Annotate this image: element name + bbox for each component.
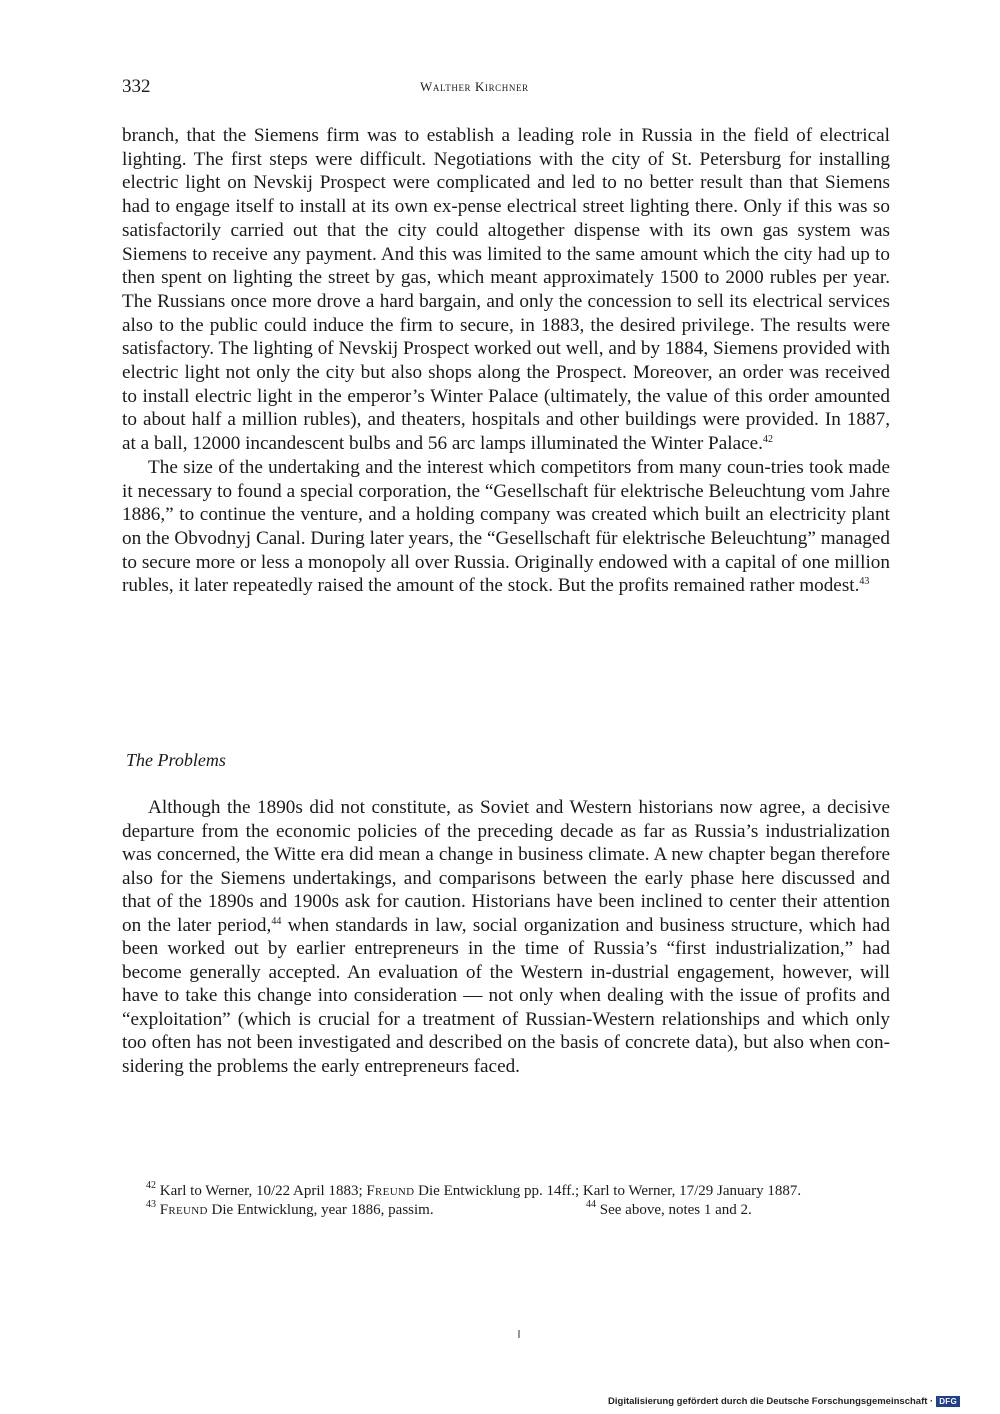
page-header [122,76,888,100]
footnote-number: 44 [586,1199,596,1210]
footnote-text: Karl to Werner, 10/22 April 1883; [156,1183,367,1199]
footnote-ref-44[interactable]: 44 [271,915,282,927]
paragraph-3-text-b: when standards in law, social organization and business structure, which had been worked out by earlier entrepreneurs in the time of Russia’s “first industrialization,” had become generally accepted. An evaluation of the Western in-dustrial engagement, however, will have to take this change into consideration — not only when dealing with the issue of profits and “exploitation” (which is crucial for a treatment of Russian-Western relationships and which only too often has not been investigated and described on the basis of concrete data), but also when con-sidering the problems the early entrepreneurs faced. [122,914,890,1077]
footnote-number: 42 [146,1180,156,1191]
paragraph-3-text-a: Although the 1890s did not constitute, as Soviet and Western historians now agree, a decisive departure from the economic policies of the preceding decade as far as Russia’s industrialization was concerned, the Witte era did mean a change in business climate. A new chapter began therefore also for the Siemens undertakings, and comparisons between the early phase here discussed and that of the 1890s and 1900s ask for caution. Historians have been inclined to center their attention on the later period, [122,797,890,936]
footnote-ref-42[interactable]: 42 [762,434,773,446]
footnote-ref-43[interactable]: 43 [859,576,870,588]
footnote-text: Die Entwicklung pp. 14ff.; Karl to Werner, 17/29 January 1887. [414,1183,802,1199]
paragraph-1 [122,124,890,456]
dfg-logo: DFG [936,1396,960,1407]
section-heading: The Problems [126,750,226,770]
credit-text: Digitalisierung gefördert durch die Deutsche Forschungsgemeinschaft · [608,1396,934,1407]
body-text-section [122,796,890,1078]
paragraph-2 [122,456,890,598]
paragraph-2-text: The size of the undertaking and the interest which competitors from many coun-tries took made it necessary to found a special corporation, the “Gesellschaft für elektrische Beleuchtung vom Jahre 1886,” to continue the venture, and a holding company was created which built an electricity plant on the Obvodnyj Canal. During later years, the “Gesellschaft für elektrische Beleuchtung” managed to secure more or less a monopoly all over Russia. Originally endowed with a capital of one million rubles, it later repeatedly raised the amount of the stock. But the profits remained rather modest. [122,456,890,597]
footnote-42 [122,1182,890,1201]
footnote-row [122,1201,890,1220]
footnote-number: 43 [146,1199,156,1210]
footnote-44 [586,1201,752,1220]
running-head: Walther Kirchner [420,79,529,94]
footnote-text: Die Entwicklung, year 1886, passim. [207,1202,434,1218]
paragraph-3 [122,796,890,1078]
footnote-43 [146,1201,586,1220]
footnote-text: See above, notes 1 and 2. [596,1202,752,1218]
body-text [122,124,890,598]
digitization-credit [608,1396,960,1407]
footnote-author: Freund [366,1183,415,1199]
footnotes [122,1182,890,1220]
page-number: 332 [122,76,151,97]
scan-speck [518,1330,520,1338]
footnote-author: Freund [159,1202,208,1218]
paragraph-1-text: branch, that the Siemens firm was to establish a leading role in Russia in the field of electrical lighting. The first steps were difficult. Negotiations with the city of St. Petersburg for installing electric light on Nevskij Prospect were complicated and led to no better result than that Siemens had to engage itself to install at its own ex-pense electrical street lighting there. Only if this was so satisfactorily carried out that the city could altogether dispense with its own gas system was Siemens to receive any payment. And this was limited to the same amount which the city had up to then spent on lighting the street by gas, which meant approximately 1500 to 2000 rubles per year. The Russians once more drove a hard bargain, and only the concession to sell its electrical services also to the public could induce the firm to secure, in 1883, the desired privilege. The results were satisfactory. The lighting of Nevskij Prospect worked out well, and by 1884, Siemens provided with electric light not only the city but also shops along the Prospect. Moreover, an order was received to install electric light in the emperor’s Winter Palace (ultimately, the value of this order amounted to about half a million rubles), and theaters, hospitals and other buildings were provided. In 1887, at a ball, 12000 incandescent bulbs and 56 arc lamps illuminated the Winter Palace. [122,125,890,455]
